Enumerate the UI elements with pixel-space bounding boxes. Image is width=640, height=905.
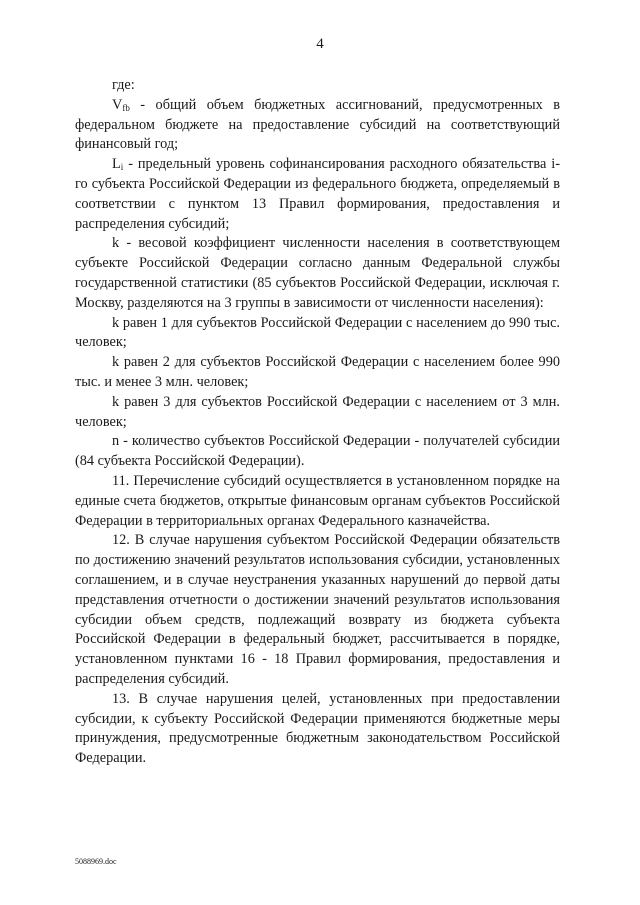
definition-n: n - количество субъектов Российской Федерации - получателей субсидии (84 субъекта Российской Федерации).: [75, 433, 560, 470]
definition-k3: k равен 3 для субъектов Российской Федерации с населением от 3 млн. человек;: [75, 393, 560, 430]
vfb-symbol: V: [112, 96, 123, 113]
definition-k: k - весовой коэффициент численности населения в соответствующем субъекте Российской Федерации согласно данным Федеральной службы государственной статистики (85 субъектов Российской Федерации, исключая г. Москву, разделяются на 3 группы в зависимости от численности населения):: [75, 235, 560, 311]
clause-11: 11. Перечисление субсидий осуществляется в установленном порядке на единые счета бюджетов, открытые финансовым органам субъектов Российской Федерации в территориальных органах Федерального казначейства.: [75, 472, 560, 529]
li-text: - предельный уровень софинансирования расходного обязательства i-го субъекта Российской Федерации из федерального бюджета, определяемый в соответствии с пунктом 13 Правил формирования, предоставления и распределения субсидий;: [75, 156, 560, 232]
document-footer: 5088969.doc: [75, 857, 117, 866]
definition-k1: k равен 1 для субъектов Российской Федерации с населением до 990 тыс. человек;: [75, 314, 560, 351]
clause-13: 13. В случае нарушения целей, установленных при предоставлении субсидии, к субъекту Российской Федерации применяются бюджетные меры принуждения, предусмотренные бюджетным законодательством Российской Федерации.: [75, 690, 560, 767]
definition-li: [75, 155, 560, 234]
where-label: где:: [112, 77, 135, 93]
definition-k2: k равен 2 для субъектов Российской Федерации с населением более 990 тыс. и менее 3 млн. человек;: [75, 354, 560, 390]
document-body: [75, 76, 560, 769]
li-symbol: L: [112, 156, 121, 173]
clause-12: 12. В случае нарушения субъектом Российской Федерации обязательств по достижению значений результатов использования субсидии, установленных соглашением, и в случае неустранения указанных нарушений до первой даты представления отчетности о достижении значений результатов использования субсидии объем средств, подлежащий возврату из бюджета субъекта Российской Федерации в федеральный бюджет, рассчитывается в порядке, установленном пунктами 16 - 18 Правил формирования, предоставления и распределения субсидий.: [75, 532, 560, 687]
definition-vfb: [75, 96, 560, 155]
page-number: 4: [316, 36, 324, 52]
vfb-text: - общий объем бюджетных ассигнований, предусмотренных в федеральном бюджете на предоставление субсидий на соответствующий финансовый год;: [75, 96, 560, 153]
li-subscript: i: [120, 162, 124, 173]
vfb-subscript: fb: [122, 102, 130, 113]
